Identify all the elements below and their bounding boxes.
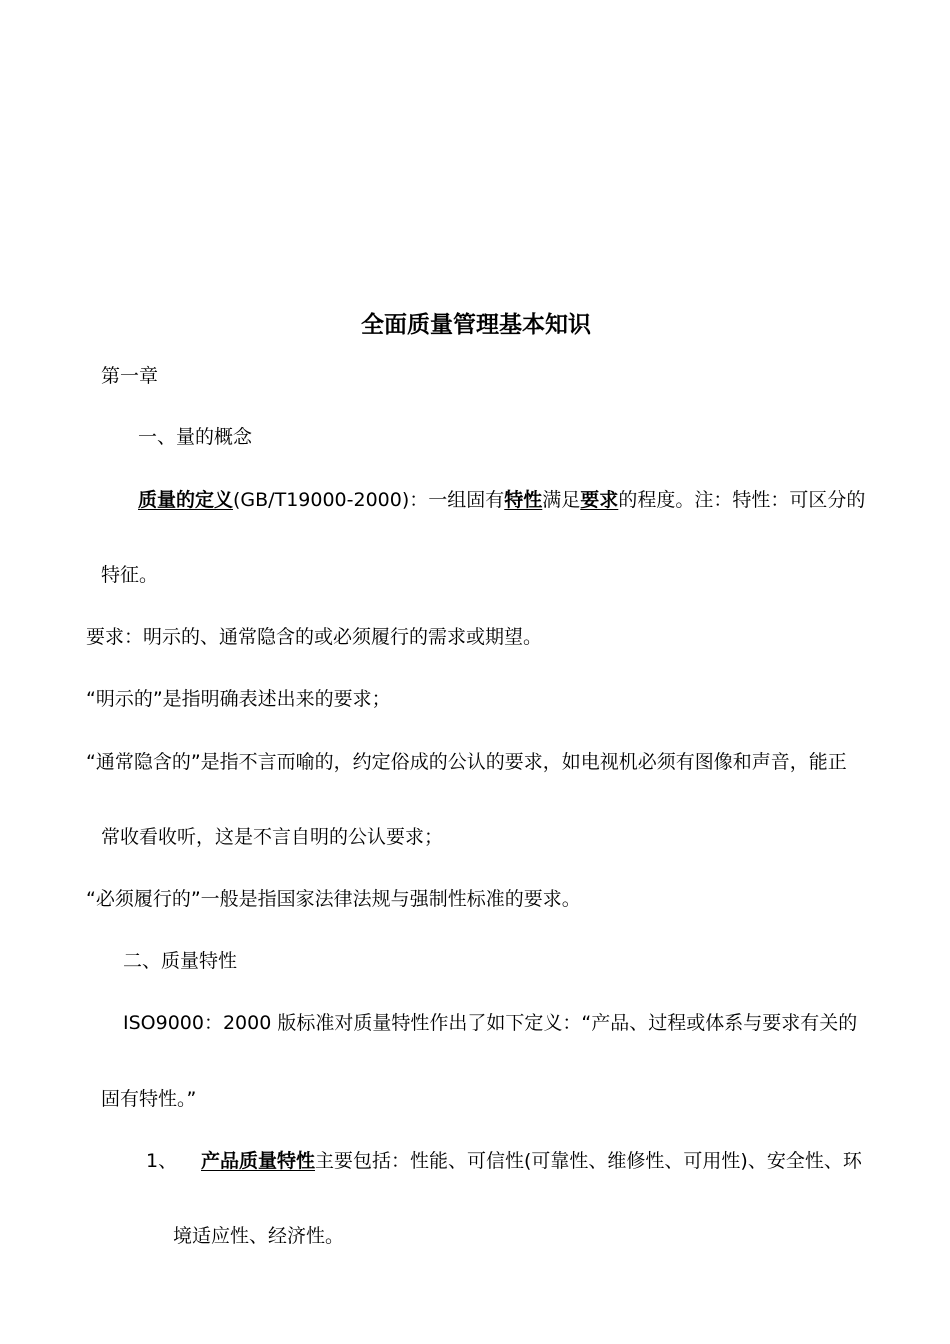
definition-term: 质量的定义	[138, 489, 234, 511]
implied-continuation: 常收看收听，这是不言自明的公认要求；	[101, 826, 444, 848]
explicit-line: “明示的”是指明确表述出来的要求；	[86, 688, 391, 710]
definition-standard: (GB/T19000-2000)：一组固有	[233, 489, 505, 511]
implied-line: “通常隐含的”是指不言而喻的，约定俗成的公认的要求，如电视机必须有图像和声音，能正	[86, 751, 847, 773]
list-item-product-quality	[201, 1148, 862, 1174]
definition-connector: 满足	[542, 489, 581, 511]
chapter-heading: 第一章	[101, 365, 159, 387]
definition-term-requirement: 要求	[580, 489, 619, 511]
product-quality-term: 产品质量特性	[201, 1150, 316, 1172]
definition-rest: 的程度。注：特性：可区分的	[618, 489, 866, 511]
requirement-line: 要求：明示的、通常隐含的或必须履行的需求或期望。	[86, 626, 543, 648]
list-item-continuation: 境适应性、经济性。	[173, 1225, 345, 1247]
product-quality-text: 主要包括：性能、可信性(可靠性、维修性、可用性)、安全性、环	[315, 1150, 862, 1172]
definition-term-characteristic: 特性	[504, 489, 543, 511]
iso-definition-continuation: 固有特性。”	[101, 1088, 197, 1110]
page-title: 全面质量管理基本知识	[361, 312, 591, 338]
list-item-number: 1、	[146, 1150, 178, 1172]
definition-continuation: 特征。	[101, 564, 159, 586]
section-heading-characteristics: 二、质量特性	[123, 950, 238, 972]
definition-paragraph	[138, 487, 865, 513]
section-heading-concept: 一、量的概念	[138, 426, 253, 448]
iso-definition-line: ISO9000：2000 版标准对质量特性作出了如下定义：“产品、过程或体系与要求有关的	[123, 1012, 858, 1034]
mandatory-line: “必须履行的”一般是指国家法律法规与强制性标准的要求。	[86, 888, 581, 910]
